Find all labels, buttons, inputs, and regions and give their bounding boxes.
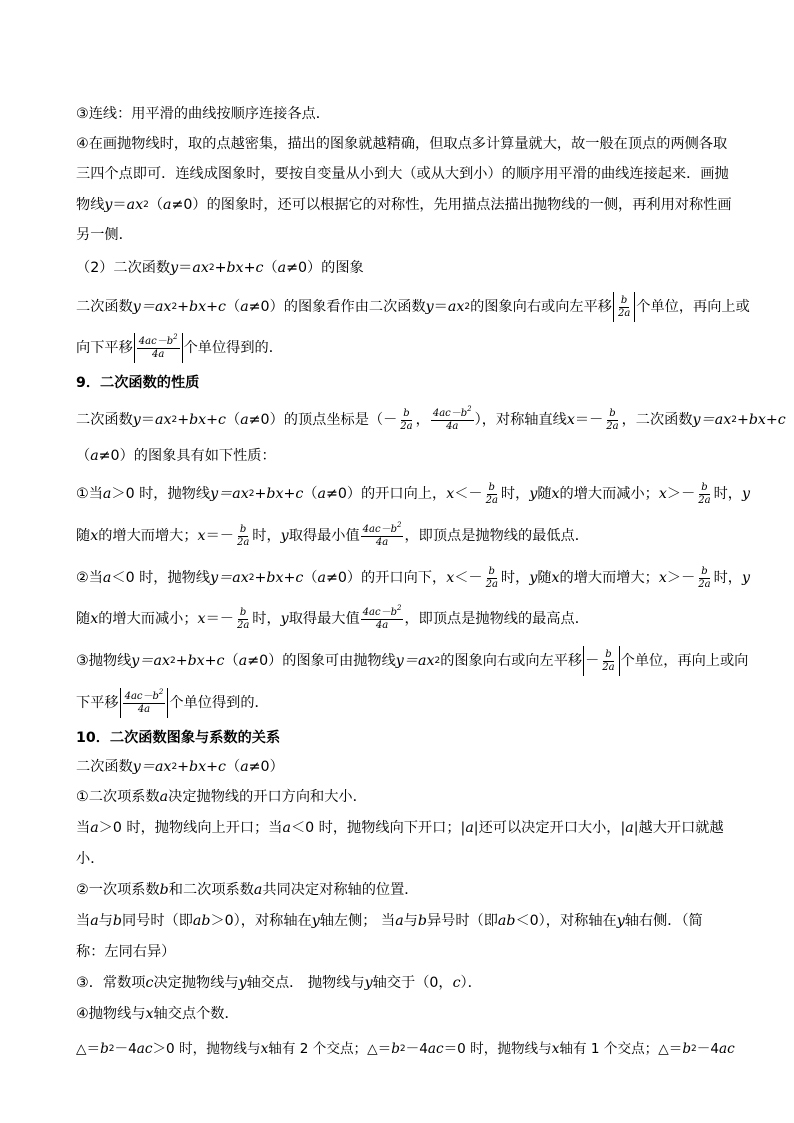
math-var: bx (226, 260, 244, 276)
text-line (76, 942, 175, 962)
text: 当 (76, 820, 91, 836)
abs-bar (583, 646, 584, 676)
text: ≠0）的开口向上， (325, 486, 447, 502)
fraction (431, 404, 474, 433)
exponent: 2 (467, 404, 472, 413)
text: ②当 (76, 570, 103, 586)
text: 的增大而减小； (98, 611, 198, 627)
math-expr: y＝ax (395, 653, 435, 669)
math-expr: +bx+c (177, 412, 226, 428)
numerator (431, 404, 474, 421)
text: 时， (252, 528, 281, 544)
text: + (214, 260, 227, 276)
denominator: 2a (602, 661, 615, 673)
text: 决定抛物线与 (153, 975, 239, 991)
text: 当 (76, 913, 91, 929)
abs-bar (634, 292, 635, 322)
numerator: b (609, 407, 616, 419)
abs-bar (619, 646, 620, 676)
math-var: y (132, 412, 141, 428)
text: 另一侧． (76, 227, 133, 243)
text-line (76, 601, 589, 637)
text: ＞0），对称轴在 (210, 913, 312, 929)
math-expr: y＝ax (132, 759, 172, 775)
abs-bar (167, 688, 168, 718)
text-line: 物线 y ＝ ax 2 （ a ≠0）的图象时，还可以根据它的对称性，先用描点法描出抛物线的一侧，再利用对称性画 (76, 197, 732, 213)
numerator: b (403, 407, 410, 419)
text: 越大开口就越 (638, 820, 724, 836)
numerator (361, 520, 404, 537)
text: ＜0 时，抛物线向下开口； (290, 820, 461, 836)
math-var: a (102, 570, 112, 586)
text-line (76, 685, 269, 721)
fraction (484, 566, 500, 591)
math-var: b (391, 1041, 400, 1057)
text-line (76, 1004, 239, 1024)
text-line: 二次函数 y＝ax 2 +bx+c （ a ≠0） (76, 759, 284, 775)
math-var: a (238, 653, 248, 669)
text: （ (263, 260, 278, 276)
text: 和二次项系数 (168, 882, 254, 898)
text: ≠0）的图象看作由二次函数 (248, 299, 426, 315)
minus-sign: － (589, 412, 604, 428)
text: 物线 (76, 197, 105, 213)
denominator: 4a (375, 536, 389, 548)
math-var: a (282, 820, 291, 836)
math-expr: +bx+c (175, 653, 225, 669)
text: ，二次函数 (621, 412, 693, 428)
math-var: y (616, 913, 625, 929)
math-var: b (682, 1041, 692, 1057)
math-expr: y＝ax (210, 570, 249, 586)
denominator: 4a (446, 420, 459, 432)
text: （ (303, 570, 318, 586)
text: 轴左侧； 当 (319, 913, 396, 929)
text: ＞－ (666, 570, 696, 586)
text: 的图象向右或向左平移 (440, 653, 583, 669)
numerator: b (239, 523, 247, 535)
denominator: 2a (400, 420, 413, 432)
text: 共同决定对称轴的位置． (262, 882, 419, 898)
math-var: x (197, 528, 206, 544)
text: －4 (405, 1041, 428, 1057)
math-var: y (238, 975, 247, 991)
math-var: b (417, 913, 427, 929)
math-var: y (529, 570, 538, 586)
text: 三四个点即可．连线成图象时，要按自变量从小到大（或从大到小）的顺序用平滑的曲线连接起来．画抛 (76, 166, 729, 182)
text: 轴交点． 抛物线与 (246, 975, 365, 991)
num-text: 4ac－b (362, 523, 397, 535)
text: 下平移 (76, 695, 119, 711)
text: ＜－ (454, 486, 483, 502)
text: 决定抛物线的开口方向和大小． (168, 789, 367, 805)
fraction (696, 482, 712, 507)
math-var: x (90, 528, 99, 544)
text: ＞0 时，抛物线向上开口；当 (98, 820, 283, 836)
fraction (137, 332, 180, 361)
minus-sign: － (383, 412, 398, 428)
num-text: 4ac－b (432, 407, 468, 419)
math-var: ax (126, 197, 144, 213)
math-expr: y＝ax (210, 486, 249, 502)
text: 个单位，再向上或 (636, 299, 750, 315)
text-line (76, 446, 276, 466)
text: 的图象向右或向左平移 (470, 299, 612, 315)
text: 时， (500, 486, 530, 502)
text-line: ②当 a ＜0 时，抛物线 y＝ax 2 +bx+c （ a ≠0）的开口向下， x ＜－ $\frac{b}{2a}$ 时， y 随 x 的增大而增大； x ＞－ $\frac{b}{2a}$ 时， y (76, 565, 751, 590)
fraction (600, 649, 616, 674)
math-var: x (658, 570, 667, 586)
text: （ (76, 448, 91, 464)
text: （2）二次函数 (76, 260, 171, 276)
exponent: 2 (396, 603, 402, 612)
math-var: a (159, 789, 169, 805)
math-var: ax (154, 412, 172, 428)
text: 小． (76, 851, 105, 867)
num-text: 4ac－b (138, 335, 174, 347)
numerator: b (488, 565, 495, 577)
math-var: ab (192, 913, 211, 929)
text: ＝ (574, 412, 590, 428)
text: 与 (403, 913, 418, 929)
denominator: 2a (236, 536, 250, 548)
math-var: y (280, 611, 289, 627)
text: 的增大而减小； (559, 486, 659, 502)
math-var: x (145, 1006, 154, 1022)
math-var: a (240, 759, 249, 775)
math-var: c (255, 260, 264, 276)
math-var: a (240, 412, 249, 428)
denominator: 4a (152, 348, 165, 360)
denominator: 2a (698, 578, 711, 590)
heading-text: 10．二次函数图象与系数的关系 (76, 730, 281, 746)
fraction (361, 520, 404, 549)
text-line (76, 973, 482, 993)
math-expr: |a| (460, 820, 479, 836)
math-var: b (159, 882, 169, 898)
math-var: x (566, 412, 575, 428)
math-var: y (311, 913, 320, 929)
minus-sign: － (585, 653, 600, 669)
text: 二次函数 (76, 299, 133, 315)
text: ＝－ (205, 611, 234, 627)
numerator (137, 332, 180, 349)
text: （ (226, 412, 241, 428)
math-var: x (658, 486, 667, 502)
section-heading (76, 728, 280, 748)
text: 取得最小值 (288, 528, 360, 544)
fraction (235, 607, 251, 632)
text: ，即顶点是抛物线的最低点． (404, 528, 589, 544)
math-expr: y＝ax (131, 653, 170, 669)
text-line (76, 787, 367, 807)
math-var: a (102, 486, 112, 502)
text: 随 (76, 611, 91, 627)
text-line (76, 818, 724, 838)
math-expr: |a| (620, 820, 639, 836)
math-var: ab (497, 913, 516, 929)
denominator: 2a (485, 578, 498, 590)
text: 时， (500, 570, 530, 586)
text-line (76, 104, 330, 124)
abs-bar (613, 292, 614, 322)
text: 的增大而增大； (98, 528, 198, 544)
math-var: x (197, 611, 206, 627)
text: ＜0 时，抛物线 (111, 570, 211, 586)
text: 称：左同右异） (76, 944, 176, 960)
exponent: 2 (158, 687, 164, 696)
math-var: y (104, 197, 113, 213)
text-line (76, 518, 589, 554)
text: ④在画抛物线时，取的点越密集，描出的图象就越精确，但取点多计算量就大，故一般在顶点的两侧各取 (76, 136, 728, 152)
text: 二次函数 (76, 759, 133, 775)
numerator: b (605, 648, 612, 660)
text-line (76, 164, 729, 184)
math-expr: +bx+c (254, 486, 304, 502)
text: －4 (114, 1041, 137, 1057)
text: ≠0）的图象具有如下性质： (98, 448, 276, 464)
math-var: c (452, 975, 461, 991)
text: ＝0 时，抛物线与 (443, 1041, 552, 1057)
text: ≠0）的开口向下， (325, 570, 447, 586)
text: + (243, 260, 256, 276)
text-line: △＝ b 2 －4 ac ＞0 时，抛物线与 x 轴有 2 个交点；△＝ b 2 －4 ac ＝0 时，抛物线与 x 轴有 1 个交点；△＝ b 2 －4 ac (76, 1041, 735, 1057)
math-var: ac (136, 1041, 153, 1057)
math-var: a (90, 448, 99, 464)
text-line (76, 330, 283, 366)
math-var: y (742, 570, 751, 586)
text: ≠0）的图象可由抛物线 (247, 653, 396, 669)
math-var: ac (719, 1041, 735, 1057)
text: 时， (713, 486, 742, 502)
math-var: x (446, 486, 455, 502)
math-expr: +bx+c (177, 759, 226, 775)
math-var: a (395, 913, 404, 929)
math-var: x (90, 611, 99, 627)
math-var: b (100, 1041, 109, 1057)
heading-text: 9．二次函数的性质 (76, 375, 200, 391)
text: ＝ (140, 412, 155, 428)
text: （ (303, 486, 318, 502)
math-var: a (253, 882, 263, 898)
text-line: ③抛物线 y＝ax 2 +bx+c （ a ≠0）的图象可由抛物线 y＝ax 2 的图象向右或向左平移 － $\frac{b}{2a}$ 个单位，再向上或向 (76, 643, 748, 679)
text-line: （2）二次函数 y ＝ ax 2 + bx + c （ a ≠0）的图象 (76, 260, 364, 276)
fraction (616, 295, 632, 320)
denominator: 2a (485, 494, 498, 506)
text: ＝－ (205, 528, 234, 544)
math-expr: +bx+c (177, 299, 226, 315)
text: ）． (460, 975, 482, 991)
text: 个单位得到的． (183, 340, 283, 356)
math-var: ax (447, 299, 465, 315)
num-text: 4ac－b (124, 690, 159, 702)
text: 异号时（即 (426, 913, 498, 929)
math-var: b (112, 913, 122, 929)
math-var: x (551, 486, 560, 502)
text: 取得最大值 (288, 611, 360, 627)
text: ②一次项系数 (76, 882, 160, 898)
text: 轴交于（0， (372, 975, 453, 991)
text: ≠0）的图象时，还可以根据它的对称性，先用描点法描出抛物线的一侧，再利用对称性画 (171, 197, 732, 213)
text-line: 二次函数 y＝ax 2 +bx+c （ a ≠0）的图象看作由二次函数 y ＝ ax 2 的图象向右或向左平移 $\frac{b}{2a}$ 个单位，再向上或 (76, 290, 750, 324)
numerator: b (701, 481, 708, 493)
math-expr: +bx+c (254, 570, 304, 586)
text: ＝ (433, 299, 448, 315)
text: 二次函数 (76, 412, 133, 428)
text: 轴交点个数． (153, 1006, 239, 1022)
text: 随 (537, 570, 552, 586)
text-line: 二次函数 y ＝ ax 2 +bx+c （ a ≠0）的顶点坐标是（ － $\frac{b}{2a}$ ， $\frac{4ac-b^2}{4a}$ ），对称轴直线 x ＝ － $\frac{b}{2a}$ ，二次函数 y＝ax 2 +bx+c (76, 404, 786, 432)
math-var: x (551, 1041, 560, 1057)
numerator: b (488, 481, 495, 493)
num-text: 4ac－b (362, 606, 397, 618)
denominator: 2a (617, 307, 631, 319)
text: －4 (696, 1041, 719, 1057)
math-var: y (529, 486, 538, 502)
text: ＝ (178, 260, 193, 276)
text: 轴有 2 个交点；△＝ (268, 1041, 392, 1057)
text: ③抛物线 (76, 653, 132, 669)
text: 还可以决定开口大小， (478, 820, 621, 836)
fraction (484, 482, 500, 507)
text: 轴有 1 个交点；△＝ (559, 1041, 683, 1057)
text: 个单位，再向上或向 (620, 653, 749, 669)
math-var: x (551, 570, 560, 586)
text: 与 (98, 913, 113, 929)
math-var: a (90, 913, 99, 929)
math-var: y (280, 528, 289, 544)
math-var: ac (427, 1041, 444, 1057)
numerator (361, 603, 404, 620)
text: 时， (252, 611, 281, 627)
text: ③．常数项 (76, 975, 146, 991)
numerator (123, 687, 166, 704)
math-var: y (425, 299, 434, 315)
math-var: a (317, 570, 326, 586)
math-expr: y＝ax (132, 299, 172, 315)
text: ≠0）的图象 (286, 260, 364, 276)
fraction (123, 687, 166, 716)
text: ＝ (112, 197, 127, 213)
text-line (76, 849, 104, 869)
exponent: 2 (173, 332, 178, 341)
text: ， (415, 412, 430, 428)
math-var: y (170, 260, 179, 276)
text: 时， (713, 570, 742, 586)
numerator: b (239, 606, 247, 618)
text: ①当 (76, 486, 103, 502)
numerator: b (701, 565, 708, 577)
denominator: 2a (698, 494, 711, 506)
section-heading (76, 373, 199, 393)
math-var: ax (192, 260, 209, 276)
math-var: a (163, 197, 172, 213)
text: ③连线：用平滑的曲线按顺序连接各点． (76, 106, 330, 122)
text: ≠0） (248, 759, 284, 775)
math-var: y (742, 486, 751, 502)
math-var: a (317, 486, 326, 502)
text: ④抛物线与 (76, 1006, 146, 1022)
text: 随 (537, 486, 552, 502)
math-var: y (364, 975, 373, 991)
fraction (361, 603, 404, 632)
text: 的增大而增大； (559, 570, 659, 586)
math-var: c (145, 975, 154, 991)
math-var: x (260, 1041, 269, 1057)
abs-bar (120, 688, 121, 718)
text: ＞0 时，抛物线与 (152, 1041, 261, 1057)
text-line (76, 225, 133, 245)
exponent: 2 (396, 520, 402, 529)
abs-bar (134, 333, 135, 363)
math-var: x (446, 570, 455, 586)
math-expr: y＝ax (692, 412, 732, 428)
numerator: b (620, 294, 628, 306)
text: 轴右侧．（简 (624, 913, 703, 929)
math-expr: +bx+c (736, 412, 786, 428)
text: 随 (76, 528, 91, 544)
text: ＞－ (666, 486, 696, 502)
text-line (76, 880, 418, 900)
text: 同号时（即 (121, 913, 193, 929)
denominator: 2a (236, 619, 250, 631)
text-line (76, 134, 727, 154)
math-var: a (90, 820, 99, 836)
abs-bar (182, 333, 183, 363)
text: （ (225, 759, 241, 775)
text-line: ①当 a ＞0 时，抛物线 y＝ax 2 +bx+c （ a ≠0）的开口向上， x ＜－ $\frac{b}{2a}$ 时， y 随 x 的增大而减小； x ＞－ $\frac{b}{2a}$ 时， y (76, 481, 751, 506)
fraction (398, 408, 414, 433)
text: △＝ (76, 1041, 101, 1057)
text: ①二次项系数 (76, 789, 160, 805)
text: 向下平移 (76, 340, 133, 356)
denominator: 4a (375, 619, 389, 631)
text: （ (225, 299, 241, 315)
denominator: 4a (137, 703, 151, 715)
text-line (76, 911, 703, 931)
text: ＜－ (454, 570, 483, 586)
text: ≠0）的顶点坐标是（ (248, 412, 384, 428)
denominator: 2a (606, 420, 619, 432)
text: ），对称轴直线 (474, 412, 567, 428)
text: （ (148, 197, 164, 213)
text: 个单位得到的． (169, 695, 269, 711)
fraction (235, 524, 251, 549)
text: ，即顶点是抛物线的最高点． (404, 611, 589, 627)
text: ＞0 时，抛物线 (111, 486, 211, 502)
text: ＜0），对称轴在 (515, 913, 617, 929)
fraction (696, 566, 712, 591)
math-var: a (240, 299, 249, 315)
math-var: a (277, 260, 287, 276)
fraction (604, 408, 620, 433)
text: （ (224, 653, 239, 669)
